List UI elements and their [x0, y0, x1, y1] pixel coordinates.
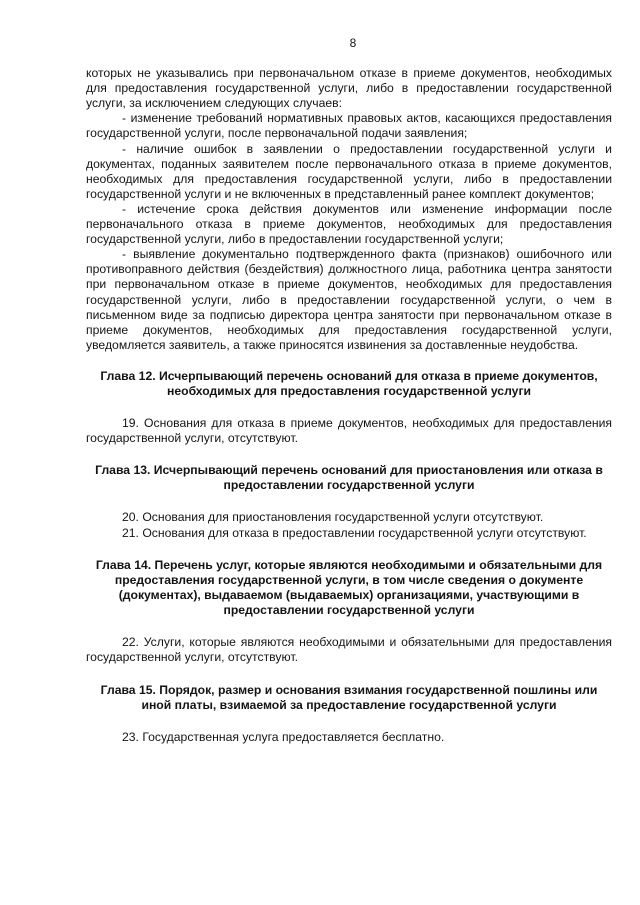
paragraph-23: 23. Государственная услуга предоставляется бесплатно.: [122, 730, 445, 745]
paragraph-20: 20. Основания для приостановления государственной услуги отсутствуют.: [122, 510, 544, 525]
page-number: 8: [349, 36, 357, 50]
paragraph-22: 22. Услуги, которые являются необходимыми и обязательными для предоставления государственной услуги, отсутствуют.: [86, 635, 612, 665]
list-item-documents-expiry: - истечение срока действия документов или изменение информации после первоначального отказа в приеме документов, необходимых для предоставления государственной услуги, либо в предоставлении государственной услуги;: [86, 201, 612, 247]
list-item-erroneous-action: - выявление документально подтвержденного факта (признаков) ошибочного или противоправного действия (бездействия) должностного лица, работника центра занятости при первоначальном отказе в приеме документов, необходимых для предоставления государственной услуги, либо в предоставлении государственной услуги, о чем в письменном виде за подписью директора центра занятости при первоначальном отказе в приеме документов, необходимых для предоставления государственной услуги, уведомляется заявитель, а также приносятся извинения за доставленные неудобства.: [86, 247, 612, 352]
paragraph-19: 19. Основания для отказа в приеме документов, необходимых для предоставления государственной услуги, отсутствуют.: [86, 416, 612, 446]
chapter-14-heading: Глава 14. Перечень услуг, которые являются необходимыми и обязательными для предоставления государственной услуги, в том числе сведения о документе (документах), выдаваемом (выдаваемых) организациями, участвующими в предоставлении государственной услуги: [95, 557, 603, 617]
list-item-errors-in-application: - наличие ошибок в заявлении о предоставлении государственной услуги и документах, поданных заявителем после первоначального отказа в приеме документов, необходимых для предоставления государственной услуги, либо в предоставлении государственной услуги и не включенных в представленный ранее комплект документов;: [86, 141, 612, 201]
paragraph-21: 21. Основания для отказа в предоставлении государственной услуги отсутствуют.: [122, 525, 587, 540]
paragraph-continuation: которых не указывались при первоначальном отказе в приеме документов, необходимых для предоставления государственной услуги, либо в предоставлении государственной услуги, за исключением следующих случаев:: [86, 66, 612, 111]
chapter-12-heading: Глава 12. Исчерпывающий перечень оснований для отказа в приеме документов, необходимых для предоставления государственной услуги: [100, 368, 598, 398]
chapter-13-heading: Глава 13. Исчерпывающий перечень оснований для приостановления или отказа в предоставлении государственной услуги: [95, 463, 603, 493]
chapter-15-heading: Глава 15. Порядок, размер и основания взимания государственной пошлины или иной платы, взимаемой за предоставление государственной услуги: [100, 683, 598, 713]
list-item-requirements-change: - изменение требований нормативных правовых актов, касающихся предоставления государственной услуги, после первоначальной подачи заявления;: [86, 111, 612, 141]
